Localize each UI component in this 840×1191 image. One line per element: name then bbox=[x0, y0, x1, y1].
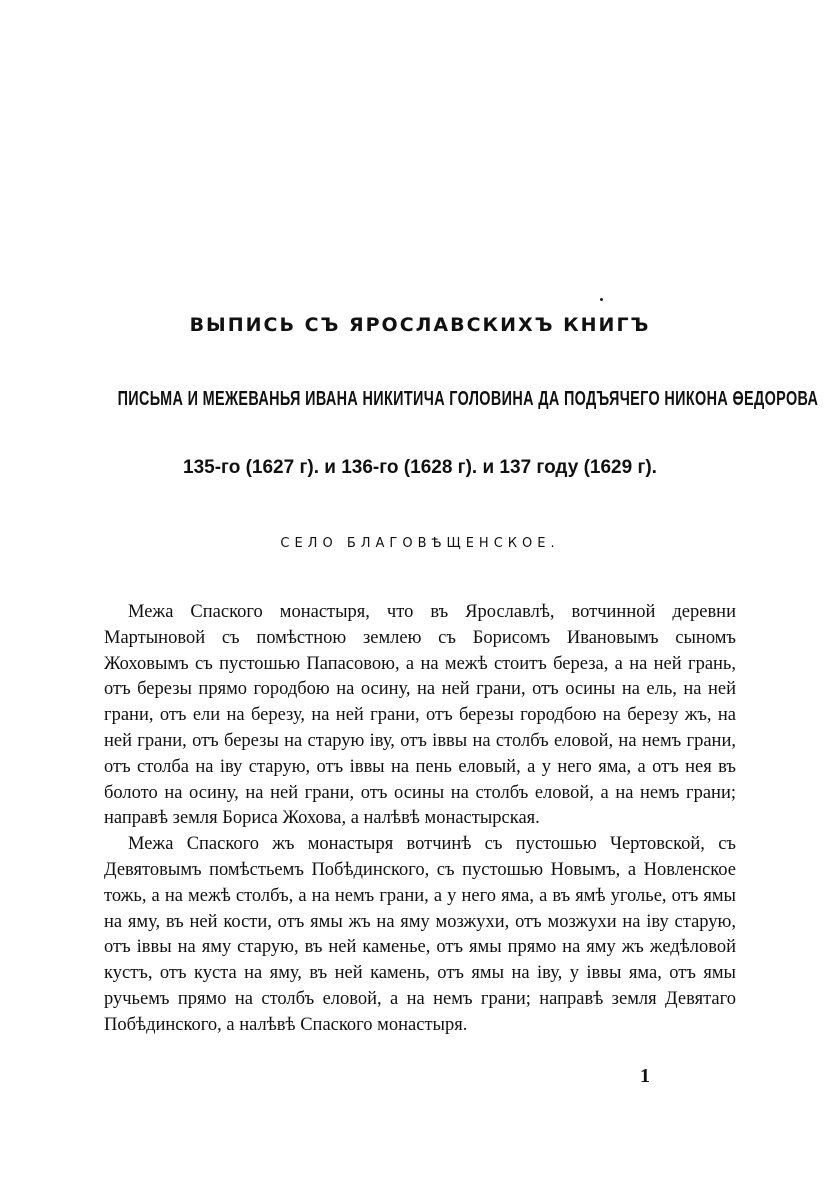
document-subtitle: ПИСЬМА И МЕЖЕВАНЬЯ ИВАНА НИКИТИЧА ГОЛОВИНА ДА ПОДЪЯЧЕГО НИКОНА ӨЕДОРОВА bbox=[117, 388, 819, 410]
page-number: 1 bbox=[640, 1065, 650, 1087]
print-speck bbox=[600, 298, 603, 301]
document-title: ВЫПИСЬ СЪ ЯРОСЛАВСКИХЪ КНИГЪ bbox=[189, 314, 651, 336]
document-dates: 135-го (1627 г). и 136-го (1628 г). и 137 году (1629 г). bbox=[183, 457, 657, 478]
paragraph: Межа Спаского жъ монастыря вотчинѣ съ пустошью Чертовской, съ Девятовымъ помѣстьемъ Побѣдинского, съ пустошью Новымъ, а Новленское тожь, а на межѣ столбъ, а на немъ грани, а у него яма, а въ ямѣ уголье, отъ ямы на яму, въ ней кости, отъ ямы жъ на яму мозжухи, отъ мозжухи на іву старую, отъ іввы на яму старую, въ ней каменье, отъ ямы прямо на яму жъ жедѣловой кустъ, отъ куста на яму, въ ней камень, отъ ямы на іву, у іввы яма, отъ ямы ручьемъ прямо на столбъ еловой, а на немъ грани; направѣ земля Девятаго Побѣдинского, а налѣвѣ Спаского монастыря. bbox=[104, 834, 736, 1035]
body-text bbox=[104, 600, 736, 1039]
section-heading: СЕЛО БЛАГОВѢЩЕНСКОЕ. bbox=[280, 536, 560, 551]
paragraph: Межа Спаского монастыря, что въ Ярославлѣ, вотчинной деревни Мартыновой съ помѣстною землею съ Борисомъ Ивановымъ сыномъ Жоховымъ съ пустошью Папасовою, а на межѣ стоитъ береза, а на ней грань, отъ березы прямо городбою на осину, на ней грани, отъ осины на ель, на ней грани, отъ ели на березу, на ней грани, отъ березы городбою на березу жъ, на ней грани, отъ березы на старую іву, отъ іввы на столбъ еловой, на немъ грани, отъ столба на іву старую, отъ іввы на пень еловый, а у него яма, а отъ нея въ болото на осину, на ней грани, отъ осины на столбъ еловой, а на немъ грани; направѣ земля Бориса Жохова, а налѣвѣ монастырская. bbox=[104, 602, 736, 829]
